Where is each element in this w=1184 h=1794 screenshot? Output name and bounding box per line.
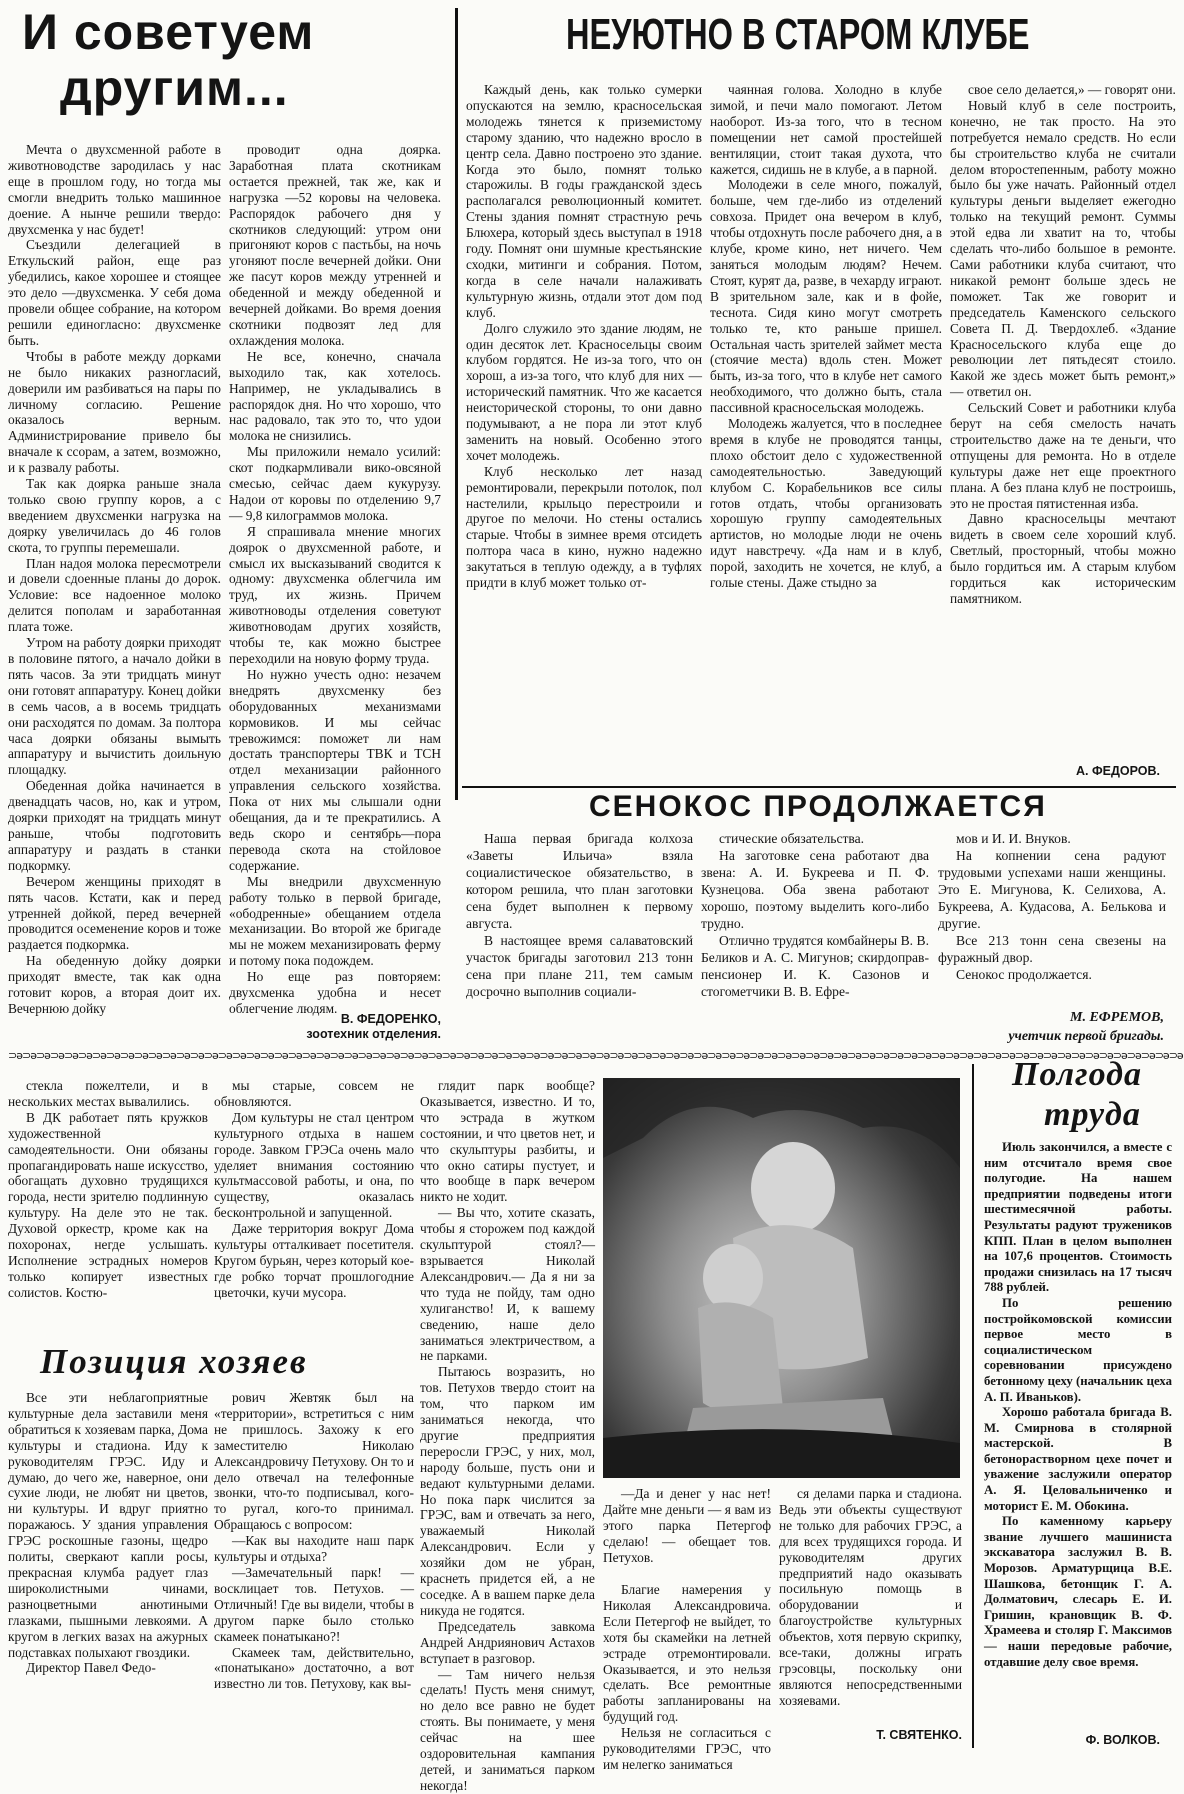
paragraph: — Там ничего нельзя сделать! Пусть меня снимут, но дело все равно не будет стоять. Вы понимаете, у меня сейчас на шее оздоровительная кампания детей, и заниматься парком некогда! xyxy=(420,1666,595,1793)
paragraph: На обеденную дойку доярки приходят вместе, так как одна готовит коров, а вторая доит их. Вечернюю дойку xyxy=(8,953,221,1016)
article5-headline-line1: Полгода xyxy=(1012,1056,1143,1093)
paragraph: Молодежь жалуется, что в последнее время в клубе не проводятся танцы, плохо обстоит дело с художественной самодеятельностью. Заведующий клубом С. Корабельников все силы готов отдать, чтобы организовать хорошую группу самодеятельных артистов, но молодые люди не очень идут навстречу. «Да нам и в клуб, порой, заходить не хочется, не клуб, а голые стены. Даже стыдно за xyxy=(710,416,942,591)
article2-signature: А. ФЕДОРОВ. xyxy=(1075,764,1160,778)
paragraph: Так как доярка раньше знала только свою группу коров, а с введением двухсменки нагрузка на доярку увеличилась до 46 голов скота, то группы перемешали. xyxy=(8,476,221,555)
paragraph: Долго служило это здание людям, не один десяток лет. Красносельцы своим клубом гордятся. Не из-за того, что он хорош, а из-за того, что клуб для них — исторический памятник. Что же касается неисторической стороны, то они давно подумывают, а не пора ли этот клуб заменить на новый. Особенно этого хочет молодежь. xyxy=(466,320,702,463)
paragraph: Я спрашивала мнение многих доярок о двухсменной работе, и смысл их высказываний сводится к одному: двухсменка облегчила им труд, их жизнь. Причем животноводы отделения советуют животноводам других хозяйств, чтобы те, как можно быстрее переходили на новую форму труда. xyxy=(229,523,441,666)
paragraph: Обеденная дойка начинается в двенадцать часов, но, как и утром, доярки приходят на тридцать минут раньше, чтобы подготовить аппаратуру и раздать в станки подкормку. xyxy=(8,778,221,873)
paragraph: рович Жевтяк был на «территории», встретиться с ним не пришлось. Захожу к его заместителю Николаю Александровичу Петухову. Он то и дело отвечал на телефонные звонки, что-то подписывал, кого-то ругал, кого-то принимал. Обращаюсь с вопросом: xyxy=(214,1390,415,1533)
article4-column-3 xyxy=(420,1078,595,1793)
article4-signature: Т. СВЯТЕНКО. xyxy=(876,1728,962,1742)
paragraph: Съездили делегацией в Еткульский район, еще раз убедились, какое хорошее и стоящее это дело —двухсменка. У себя дома провели общее собрание, на котором решили единогласно: двухсменке быть. xyxy=(8,237,221,348)
paragraph: ся делами парка и стадиона. Ведь эти объекты существуют не только для рабочих ГРЭС, а для всех трудящихся города. И руководителям других предприятий надо оказывать посильную помощь в оборудовании и благоустройстве культурных объектов, хотя первую скрипку, все-таки, должны играть грэсовцы, поскольку они являются непосредственными хозяевами. xyxy=(779,1486,962,1708)
paragraph: мов и И. И. Внуков. xyxy=(956,831,1071,846)
paragraph: В ДК работает пять кружков художественной самодеятельности. Они обязаны пропагандировать наше искусство, обогащать духовно трудящихся города, нести зрителю подлинную культуру. На деле это не так. Духовой оркестр, кроме как на похоронах, негде услышать. Исполнение эстрадных номеров только копирует известных солистов. Костю- xyxy=(8,1109,208,1300)
paragraph: Чтобы в работе между дорками не было никаких разногласий, доверили им разбиваться на пары по личному согласию. Решение оказалось верным. Администрирование привело бы вначале к ссорам, а затем, возможно, и к развалу работы. xyxy=(8,348,221,476)
article2-headline: НЕУЮТНО В СТАРОМ КЛУБЕ xyxy=(566,10,1030,59)
article5-column xyxy=(984,1140,1172,1732)
paragraph: По решению постройкомовской комиссии первое место в социалистическом соревновании присуждено бетонному цеху (начальник цеха А. П. Иваньков). xyxy=(984,1295,1172,1404)
paragraph: Все эти неблагоприятные культурные дела заставили меня обратиться к хозяевам парка, Дома культуры и стадиона. Иду к руководителям ГРЭС. Иду и думаю, до чего же, наверное, они сухие люди, не любят ни цветов, ни культуры. И вдруг приятно поражаюсь. У здания управления ГРЭС роскошные газоны, щедро политы, сверкают капли росы, прекрасная клумба радует глаз широколистными чинами, разноцветными анютиными глазками, пышными левкоями. А кругом в легких вазах на ажурных подставках полыхают гвоздики. xyxy=(8,1390,208,1660)
article1-signature: В. ФЕДОРЕНКО, зоотехник отделения. xyxy=(306,1012,441,1041)
sculpture-photo xyxy=(603,1078,960,1478)
article1-column-2 xyxy=(229,142,441,1016)
ornamental-divider: ⊃ǝ⊃ǝ⊃ǝ⊃ǝ⊃ǝ⊃ǝ⊃ǝ⊃ǝ⊃ǝ⊃ǝ⊃ǝ⊃ǝ⊃ǝ⊃ǝ⊃ǝ⊃ǝ⊃ǝ⊃ǝ⊃ǝ⊃ǝ⊃ǝ⊃ǝ⊃ǝ⊃ǝ⊃ǝ⊃ǝ⊃ǝ⊃ǝ⊃ǝ⊃ǝ⊃ǝ⊃ǝ⊃ǝ⊃ǝ⊃ǝ⊃ǝ⊃ǝ⊃ǝ⊃ǝ⊃ǝ⊃ǝ⊃ǝ⊃ǝ⊃ǝ⊃ǝ⊃ǝ⊃ǝ⊃ǝ⊃ǝ⊃ǝ⊃ǝ⊃ǝ⊃ǝ⊃ǝ⊃ǝ⊃ǝ⊃ǝ⊃ǝ⊃ǝ⊃ǝ⊃ǝ⊃ǝ⊃ǝ⊃ǝ⊃ǝ⊃ǝ⊃ǝ⊃ǝ⊃ǝ⊃ǝ⊃ǝ⊃ǝ⊃ǝ⊃ǝ⊃ǝ⊃ǝ⊃ǝ⊃ǝ⊃ǝ⊃ǝ⊃ǝ⊃ǝ⊃ǝ⊃ǝ xyxy=(8,1049,1183,1062)
paragraph: Но нужно учесть одно: незачем внедрять двухсменку без оборудованных механизмами кормовиков. И мы сейчас тревожимся: поможет ли нам достать транспортеры ТВК и ТСН отдел механизации районного управления сельского хозяйства. Пока от них мы слышали одни обещания, да и те прекратились. А ведь скоро и сентябрь—пора перевода скота на стойловое содержание. xyxy=(229,666,441,873)
article3-column-1 xyxy=(466,830,693,1048)
article3-headline: СЕНОКОС ПРОДОЛЖАЕТСЯ xyxy=(589,790,1047,823)
paragraph: Мы внедрили двухсменную работу только в первой бригаде, «ободренные» обещанием отдела механизации. Во второй же бригаде мы не можем механизировать ферму и потому пока подождем. xyxy=(229,873,441,969)
paragraph: проводит одна доярка. Заработная плата скотникам остается прежней, так же, как и нагрузка —52 коровы на человека. Распорядок рабочего дня у скотников следующий: утром они пригоняют коров с пастьбы, на ночь угоняют после вечерней дойки. Они же пасут коров между утренней и обеденной и между обеденной и вечерней дойками. Во время доения скотники подвозят лед для охлаждения молока. xyxy=(229,142,441,348)
vertical-rule xyxy=(455,8,458,800)
paragraph: Мечта о двухсменной работе в животноводстве зародилась у нас еще в прошлом году, но тогда мы смогли внедрить только машинное доение. А нынче решили твердо: двухсменка у нас будет! xyxy=(8,142,221,237)
paragraph: Дом культуры не стал центром культурного отдыха в нашем городе. Завком ГРЭСа очень мало уделяет внимания состоянию культмассовой работы, и она, по существу, оказалась бесконтрольной и запущенной. xyxy=(214,1109,414,1221)
paragraph: Утром на работу доярки приходят в половине пятого, а начало дойки в пять часов. За эти тридцать минут они готовят аппаратуру. Конец дойки в семь часов, а в восемь тридцать они расходятся по домам. За полтора часа доярки обязаны вымыть аппаратуру и вычистить доильную площадку. xyxy=(8,635,221,778)
article4-bottom-column-2 xyxy=(214,1390,414,1748)
paragraph: На копнении сена радуют трудовыми успехами наши женщины. Это Е. Мигунова, К. Селихова, А. Букреева, А. Кудасова, А. Белькова и другие. xyxy=(938,848,1166,931)
paragraph: Хорошо работала бригада В. М. Смирнова в столярной мастерской. В бетонорастворном цехе почет и уважение заслужили оператор А. Я. Целовальниченко и моторист Е. М. Обокина. xyxy=(984,1405,1172,1513)
paragraph: Не все, конечно, сначала выходило так, как хотелось. Например, не укладывались в распорядок дня. Но что хорошо, что нас радовало, так это то, что удои молока не снизились. xyxy=(229,348,441,444)
paragraph: Мы приложили немало усилий: скот подкармливали вико-овсяной смесью, сейчас даем кукурузу. Надои от коровы по отделению 9,7— 9,8 килограммов молока. xyxy=(229,444,441,523)
article3-signature: М. ЕФРЕМОВ, учетчик первой бригады. xyxy=(1008,1010,1164,1044)
paragraph: Молодежи в селе много, пожалуй, больше, чем где-либо из отделений совхоза. Придет она вечером в клуб, чтобы отдохнуть после рабочего дня, а в клубе, кроме кино, нет ничего. Чем заняться молодым людям? Нечем. Стоят, курят да, разве, в чехарду играют. В зрительном зале, как и в фойе, теснота. Сидя кино могут смотреть только те, кто раньше пришел. Остальная часть зрителей займет места (стоячие места) вдоль стен. Может быть, из-за того, что в клубе нет самого необходимого, что должно быть, стала пассивной красносельская молодежь. xyxy=(710,177,942,416)
article5-headline-line2: труда xyxy=(1044,1096,1141,1133)
paragraph: —Да и денег у нас нет! Дайте мне деньги — я вам из этого парка Петергоф сделаю! — обещает тов. Петухов. xyxy=(603,1486,771,1565)
article2-column-3 xyxy=(950,82,1176,768)
sculpture-figure-icon xyxy=(603,1078,960,1478)
article4-under-photo-column-1 xyxy=(603,1582,771,1772)
paragraph: Сельский Совет и работники клуба берут на себя смелость начать строительство даже на те деньги, что отпущены для ремонта. Но в отделе культуры даже нет еще проектного плана. А без плана клуб не построишь, это не простая пятистенная изба. xyxy=(950,400,1176,511)
paragraph: — Вы что, хотите сказать, чтобы я сторожем под каждой скульптурой стоял?—взрывается Николай Александрович.— Да я ни за что туда не пойду, там одно хулиганство! И, к вашему сведению, наше дело заниматься электричеством, а не парками. xyxy=(420,1205,595,1364)
paragraph: Пытаюсь возразить, но тов. Петухов твердо стоит на том, что парком им заниматься некогда, что другие предприятия переросли ГРЭС, у них, мол, народу больше, пусть они и ведают культурными делами. Но пока парк числится за ГРЭС, вам и отвечать за него, уважаемый Николай Александрович. Если у хозяйки дом не убран, краснеть придется ей, а не соседке. А в вашем парке дела никуда не годятся. xyxy=(420,1364,595,1618)
paragraph: Но еще раз повторяем: двухсменка удобна и несет облегчение людям. xyxy=(229,969,441,1016)
article4-under-photo-column-2 xyxy=(779,1486,962,1724)
paragraph: Наша первая бригада колхоза «Заветы Ильича» взяла социалистическое обязательство, в котором решила, что план заготовки сена будет выполнен к первому августа. xyxy=(466,831,693,931)
paragraph: Клуб несколько лет назад ремонтировали, перекрыли потолок, пол настелили, крыльцо перестроили и другое по мелочи. Но стены остались старые. Чтобы в зимнее время отсидеть полтора часа в кино, нужно надежно закутаться в теплую одежду, а в туфлях придти в клуб может только от- xyxy=(466,463,702,591)
paragraph: Сенокос продолжается. xyxy=(956,967,1092,982)
paragraph: Благие намерения у Николая Александровича. Если Петергоф не выйдет, то хотя бы скамейки на летней эстраде отремонтировали. Оказывается, и это нельзя сделать. Все ремонтные работы запланированы на будущий год. xyxy=(603,1582,771,1725)
paragraph: В настоящее время салаватовский участок бригады заготовил 213 тонн сена при плане 211, тем самым досрочно выполнив социали- xyxy=(466,933,693,999)
paragraph: Все 213 тонн сена свезены на фуражный двор. xyxy=(938,933,1166,965)
article1-headline-line1: И советуем xyxy=(22,4,315,60)
photo-caption xyxy=(603,1486,771,1578)
article3-column-2 xyxy=(701,830,929,1048)
paragraph: Отлично трудятся комбайнеры В. В. Беликов и А. С. Мигунов; скирдоправ- пенсионер И. К. Сазонов и стогометчики В. В. Ефре- xyxy=(701,933,929,999)
paragraph: глядит парк вообще? Оказывается, известно. И то, что эстрада в жутком состоянии, и что цветов нет, и что скульптуры разбиты, и что окно сатиры пустует, и что вообще в парк вечером никто не ходит. xyxy=(420,1078,595,1205)
paragraph: Вечером женщины приходят в пять часов. Кстати, как и перед утренней дойкой, перед вечерней проводится осеменение коров и тоже раздается подкормка. xyxy=(8,873,221,953)
paragraph: Скамеек там, действительно, «понатыкано» достаточно, а вот известно ли тов. Петухову, как вы- xyxy=(214,1644,414,1692)
paragraph: Новый клуб в селе построить, конечно, не так просто. На это потребуется немало средств. Но если бы строительство клуба не считали делом второстепенным, работу можно было бы уже начать. Районный отдел культуры деньги выделяет ежегодно только на текущий ремонт. Суммы этой едва ли хватит на то, чтобы сделать что-либо большое в ремонте. Сами работники клуба считают, что никакой ремонт больше здесь не поможет. Так же говорит и председатель Каменского сельского Совета П. Д. Твердохлеб. «Здание Красносельского клуба еще до революции лет пятьдесят стоило. Какой же здесь может быть ремонт,» — ответил он. xyxy=(950,97,1176,400)
article4-top-column-2 xyxy=(214,1078,414,1340)
article1-headline-line2: другим... xyxy=(60,60,289,116)
paragraph: свое село делается,» — говорят они. xyxy=(968,82,1176,97)
paragraph: —Как вы находите наш парк культуры и отдыха? xyxy=(214,1533,414,1565)
paragraph: Давно красносельцы мечтают видеть в своем селе хороший клуб. Светлый, просторный, чтобы можно было гордиться им. А старым клубом гордиться как историческим памятником. xyxy=(950,511,1176,606)
article4-bottom-column-1 xyxy=(8,1390,208,1748)
article3-column-3 xyxy=(938,830,1166,1002)
paragraph: Председатель завкома Андрей Андриянович Астахов вступает в разговор. xyxy=(420,1618,595,1666)
paragraph: стические обязательства. xyxy=(719,831,865,846)
paragraph: Даже территория вокруг Дома культуры отталкивает посетителя. Кругом бурьян, через который кое-где робко торчат прошлогодние цветочки, кучи мусора. xyxy=(214,1221,414,1300)
paragraph: Каждый день, как только сумерки опускаются на землю, красносельская молодежь тянется к приземистому старому зданию, что надежно вросло в центр села. Давно построено это здание. Когда это было, помнят только старожилы. В годы гражданской здесь располагался революционный комитет. Стены здания помнят страстную речь Блюхера, который здесь выступал в 1918 году. Помнят они шумные крестьянские сходки, митинги и собрания. Потом, когда в селе начали налаживать культурную жизнь, отдали этот дом под клуб. xyxy=(466,82,702,320)
paragraph: Нельзя не согласиться с руководителями ГРЭС, что им нелегко заниматься xyxy=(603,1725,771,1772)
article4-headline: Позиция хозяев xyxy=(40,1342,308,1381)
article5-signature: Ф. ВОЛКОВ. xyxy=(1085,1733,1160,1747)
paragraph: По каменному карьеру звание лучшего машиниста экскаватора заслужил В. В. Морозов. Арматурщица В.Е. Шашкова, бетонщик Г. А. Долматович, слесарь Е. И. Гришин, крановщик В. Ф. Храмеева и столяр Г. Максимов — наши передовые рабочие, отдавшие делу свое время. xyxy=(984,1514,1172,1669)
paragraph: мы старые, совсем не обновляются. xyxy=(214,1078,414,1109)
paragraph: Директор Павел Федо- xyxy=(26,1660,156,1676)
section-rule xyxy=(462,786,1176,788)
article1-column-1 xyxy=(8,142,221,1044)
article2-column-2 xyxy=(710,82,942,782)
paragraph: чаянная голова. Холодно в клубе зимой, и печи мало помогают. Летом наоборот. Из-за того, что в тесном помещении нет самой простейшей вентиляции, стоит такая духота, что кажется, сидишь не в клубе, а в парной. xyxy=(710,82,942,177)
paragraph: стекла пожелтели, и в нескольких местах вывалились. xyxy=(8,1078,208,1109)
paragraph: На заготовке сена работают два звена: А. И. Букреева и П. Ф. Кузнецова. Оба звена работают хорошо, поэтому выделить кого-либо трудно. xyxy=(701,848,929,931)
article2-column-1 xyxy=(466,82,702,782)
paragraph: План надоя молока пересмотрели и довели сдоенные планы до дорок. Условие: все надоенное молоко делится пополам и заработанная плата тоже. xyxy=(8,555,221,635)
paragraph: Июль закончился, а вместе с ним отсчитало время свое полугодие. На нашем предприятии подведены итоги шестимесячной работы. Результаты радуют тружеников КПП. План в целом выполнен на 107,6 процентов. Стоимость продажи снизилась на 17 тысяч 788 рублей. xyxy=(984,1140,1172,1295)
article4-top-column-1 xyxy=(8,1078,208,1340)
vertical-rule-right xyxy=(972,1064,974,1748)
paragraph: —Замечательный парк! —восклицает тов. Петухов. — Отличный! Где вы видели, чтобы в другом парке было столько скамеек понатыкано?! xyxy=(214,1564,414,1644)
